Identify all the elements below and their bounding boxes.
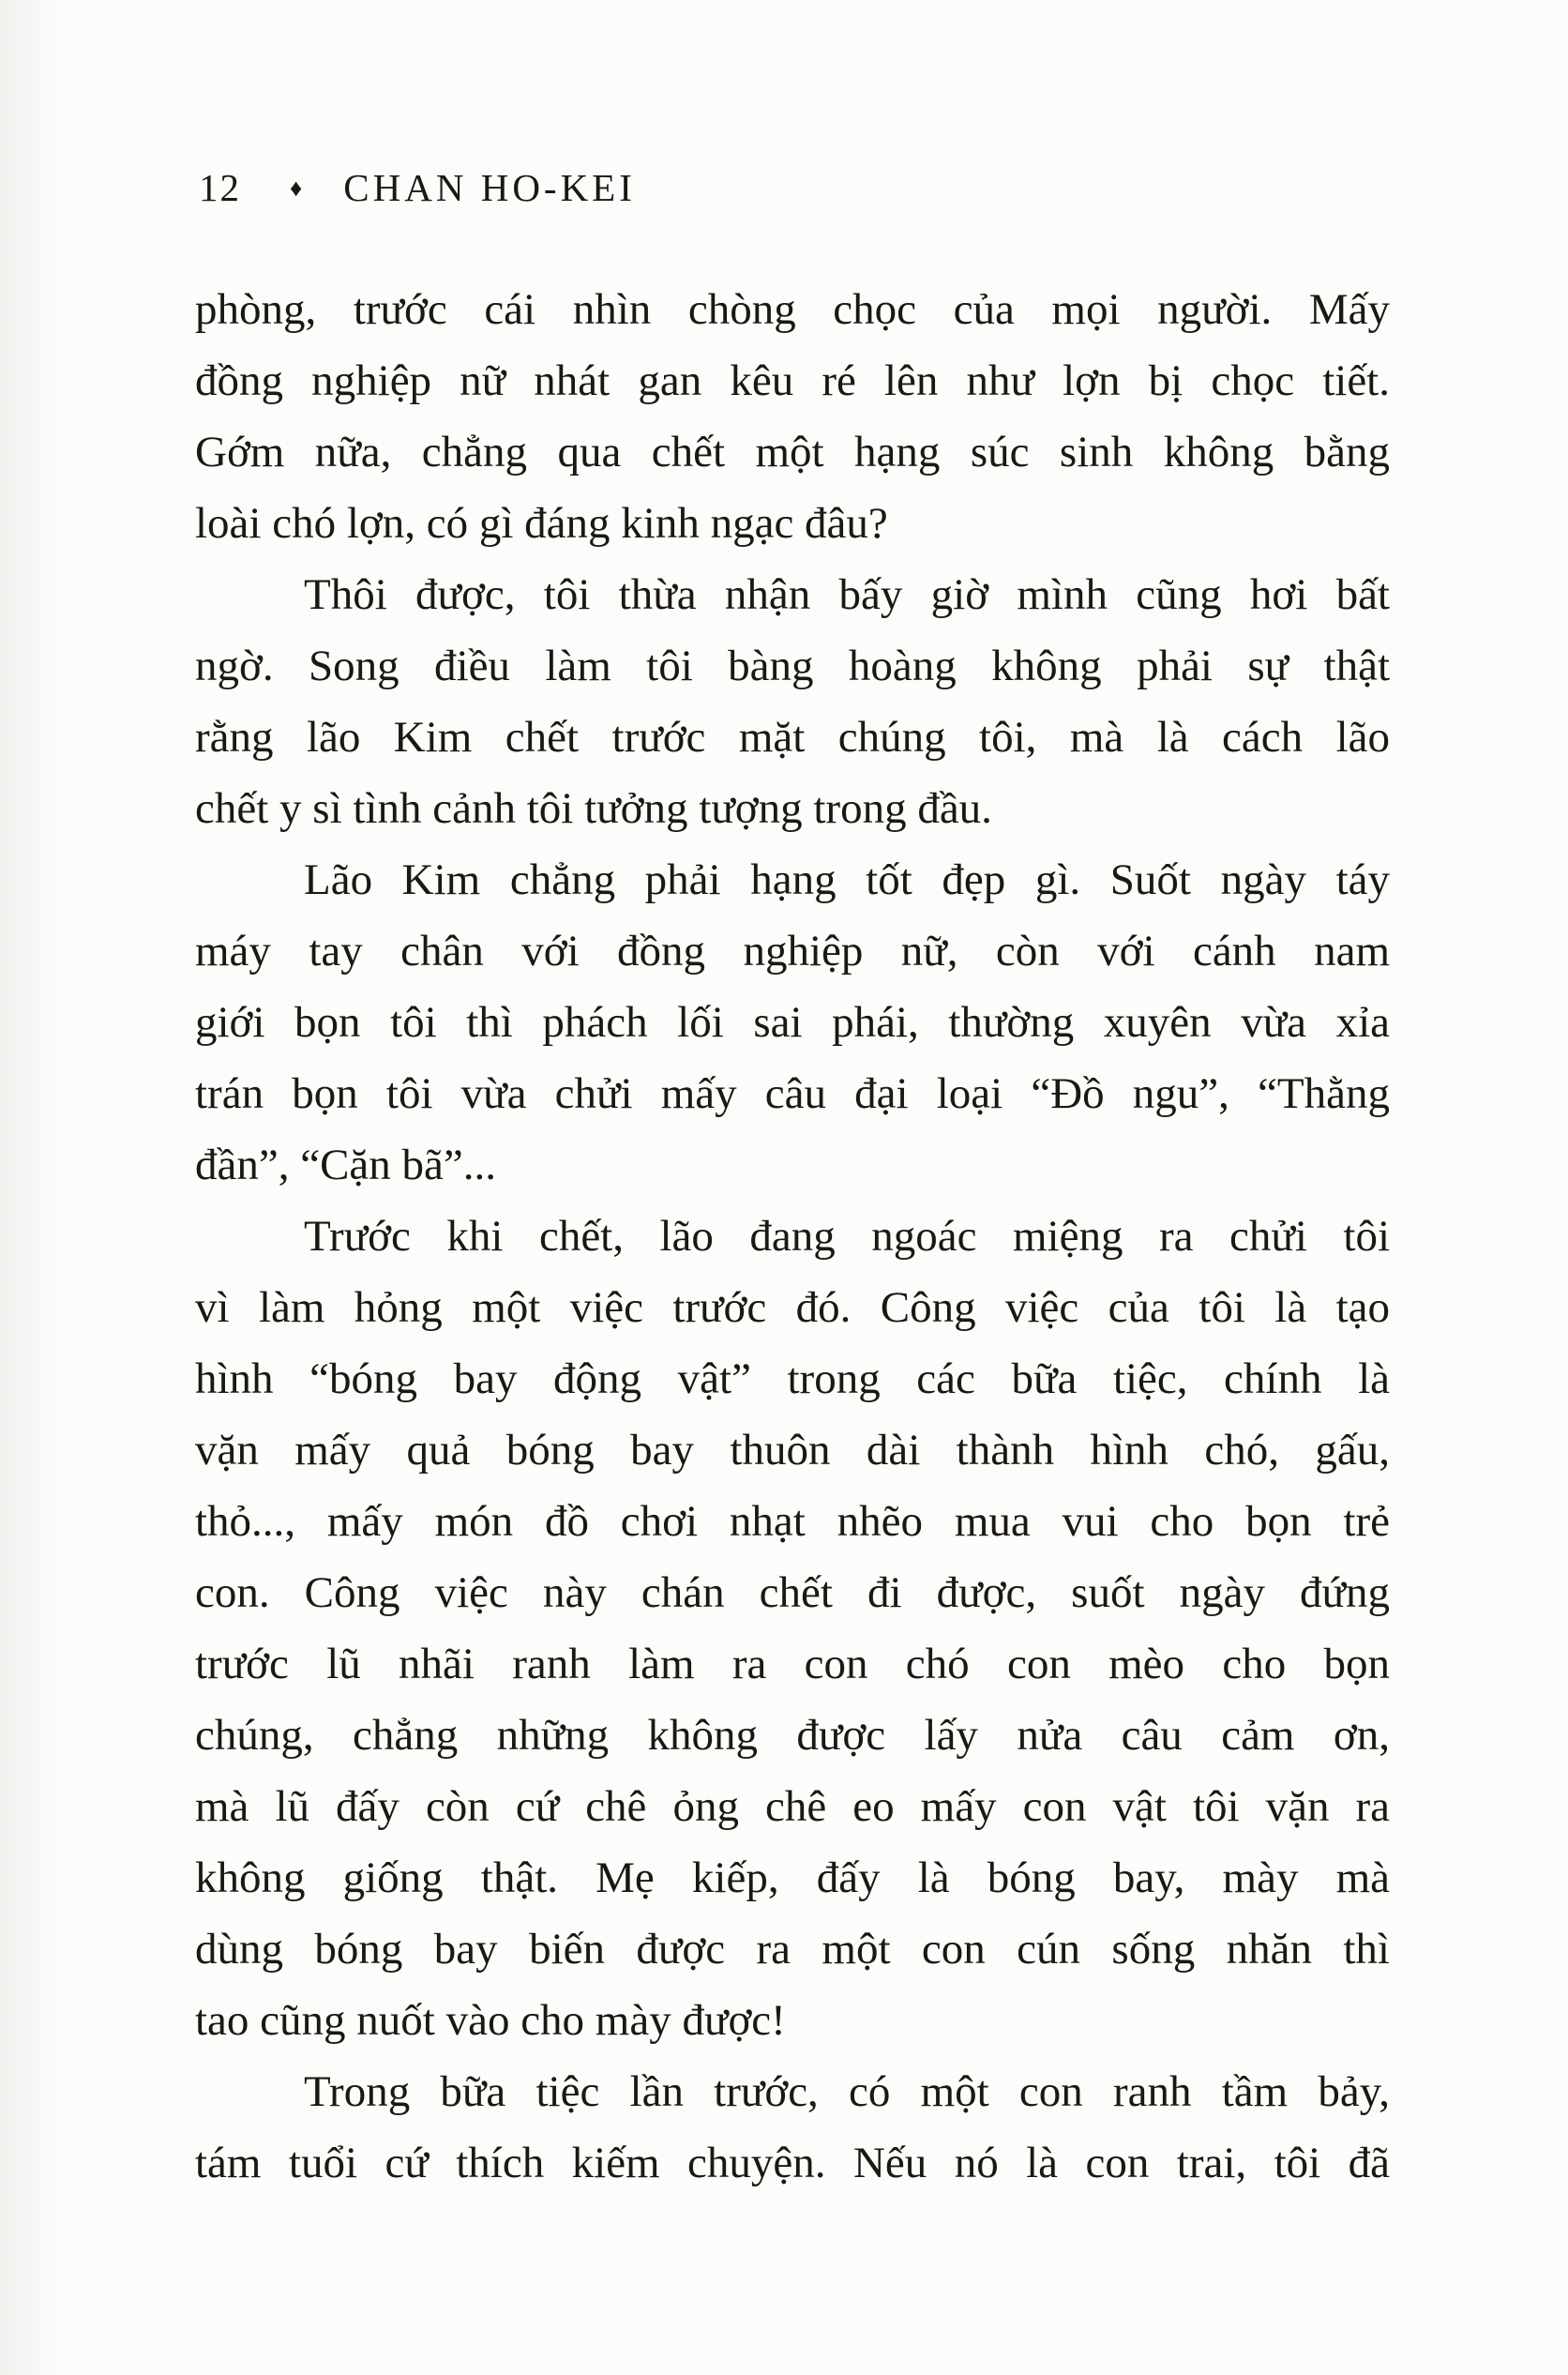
running-title: CHAN HO-KEI bbox=[343, 166, 636, 209]
text-line: máy tay chân với đồng nghiệp nữ, còn với cánh nam bbox=[195, 927, 1390, 976]
text-line: loài chó lợn, có gì đáng kinh ngạc đâu? bbox=[195, 499, 888, 548]
text-line: chết y sì tình cảnh tôi tưởng tượng trong đầu. bbox=[195, 784, 992, 833]
text-line: đần”, “Cặn bã”... bbox=[195, 1141, 497, 1189]
text-line: rằng lão Kim chết trước mặt chúng tôi, mà là cách lão bbox=[195, 713, 1390, 762]
text-line: thỏ..., mấy món đồ chơi nhạt nhẽo mua vui cho bọn trẻ bbox=[195, 1497, 1390, 1546]
text-line: phòng, trước cái nhìn chòng chọc của mọi người. Mấy bbox=[195, 285, 1390, 334]
text-line: chúng, chẳng những không được lấy nửa câu cảm ơn, bbox=[195, 1711, 1390, 1760]
paragraph bbox=[195, 1201, 1390, 2056]
text-line: không giống thật. Mẹ kiếp, đấy là bóng bay, mày mà bbox=[195, 1853, 1390, 1902]
text-line: trước lũ nhãi ranh làm ra con chó con mèo cho bọn bbox=[195, 1640, 1390, 1688]
paragraph bbox=[195, 559, 1390, 844]
diamond-separator-icon: ♦ bbox=[290, 174, 303, 202]
text-line: ngờ. Song điều làm tôi bàng hoàng không phải sự thật bbox=[195, 642, 1390, 690]
text-line: con. Công việc này chán chết đi được, suốt ngày đứng bbox=[195, 1568, 1390, 1617]
text-line: vặn mấy quả bóng bay thuôn dài thành hình chó, gấu, bbox=[195, 1426, 1390, 1475]
text-line: giới bọn tôi thì phách lối sai phái, thường xuyên vừa xỉa bbox=[195, 998, 1390, 1047]
text-line: hình “bóng bay động vật” trong các bữa tiệc, chính là bbox=[195, 1354, 1390, 1403]
text-line: dùng bóng bay biến được ra một con cún sống nhăn thì bbox=[195, 1925, 1390, 1974]
text-line: tám tuổi cứ thích kiếm chuyện. Nếu nó là con trai, tôi đã bbox=[195, 2139, 1390, 2187]
text-line: Trước khi chết, lão đang ngoác miệng ra chửi tôi bbox=[304, 1212, 1390, 1261]
paragraph bbox=[195, 2056, 1390, 2199]
text-line: tao cũng nuốt vào cho mày được! bbox=[195, 1996, 786, 2045]
paragraph bbox=[195, 274, 1390, 559]
text-line: đồng nghiệp nữ nhát gan kêu ré lên như lợn bị chọc tiết. bbox=[195, 356, 1390, 405]
text-line: Gớm nữa, chẳng qua chết một hạng súc sinh không bằng bbox=[195, 428, 1390, 477]
page-header bbox=[199, 163, 636, 212]
text-line: Lão Kim chẳng phải hạng tốt đẹp gì. Suốt ngày táy bbox=[304, 855, 1390, 904]
text-line: Thôi được, tôi thừa nhận bấy giờ mình cũng hơi bất bbox=[304, 570, 1390, 619]
page-number: 12 bbox=[199, 166, 241, 209]
text-line: mà lũ đấy còn cứ chê ỏng chê eo mấy con vật tôi vặn ra bbox=[195, 1782, 1390, 1831]
paragraph bbox=[195, 844, 1390, 1201]
page-body bbox=[195, 274, 1390, 2199]
text-line: trán bọn tôi vừa chửi mấy câu đại loại “Đồ ngu”, “Thằng bbox=[195, 1069, 1390, 1118]
text-line: Trong bữa tiệc lần trước, có một con ranh tầm bảy, bbox=[304, 2067, 1390, 2116]
text-line: vì làm hỏng một việc trước đó. Công việc của tôi là tạo bbox=[195, 1283, 1390, 1332]
